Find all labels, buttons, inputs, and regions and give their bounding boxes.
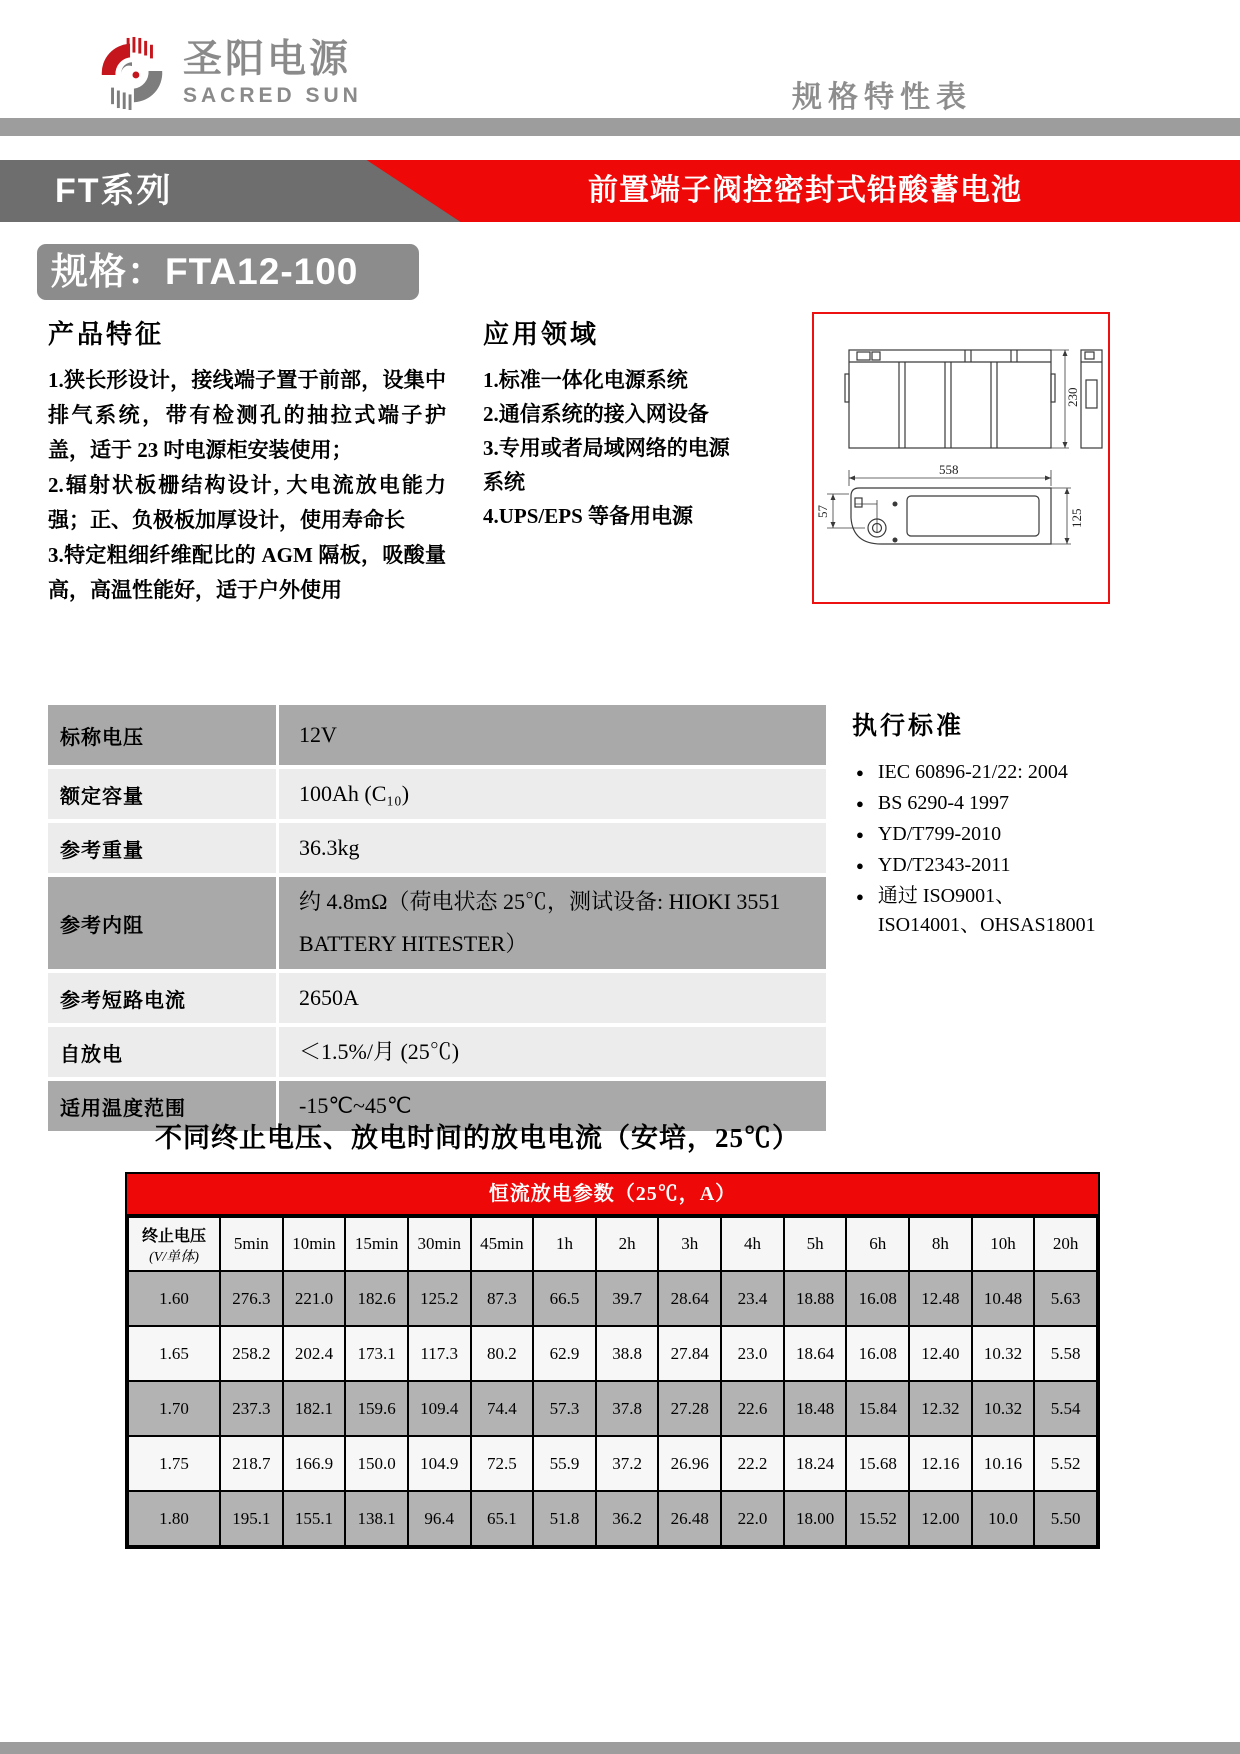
discharge-value-cell: 109.4 (408, 1381, 471, 1436)
discharge-value-cell: 18.88 (784, 1271, 847, 1326)
series-band (0, 160, 1240, 222)
discharge-voltage-cell: 1.75 (128, 1436, 220, 1491)
discharge-value-cell: 18.48 (784, 1381, 847, 1436)
discharge-value-cell: 166.9 (283, 1436, 346, 1491)
discharge-col-header: 3h (658, 1217, 721, 1271)
discharge-value-cell: 182.6 (345, 1271, 408, 1326)
discharge-value-cell: 37.2 (596, 1436, 659, 1491)
standards-item (856, 820, 1110, 849)
spec-label: 参考重量 (60, 839, 144, 862)
discharge-col-header: 2h (596, 1217, 659, 1271)
application-item: 4.UPS/EPS 等备用电源 (483, 504, 694, 528)
discharge-value-cell: 55.9 (533, 1436, 596, 1491)
discharge-value-cell: 39.7 (596, 1271, 659, 1326)
discharge-value-cell: 38.8 (596, 1326, 659, 1381)
bullet-icon: ● (856, 796, 864, 811)
standards-item (856, 882, 1110, 940)
discharge-value-cell: 80.2 (471, 1326, 534, 1381)
application-item: 2.通信系统的接入网设备 (483, 402, 709, 426)
discharge-value-cell: 5.50 (1034, 1491, 1097, 1546)
discharge-col-header: 30min (408, 1217, 471, 1271)
discharge-value-cell: 173.1 (345, 1326, 408, 1381)
discharge-value-cell: 26.96 (658, 1436, 721, 1491)
discharge-value-cell: 66.5 (533, 1271, 596, 1326)
discharge-col-header: 1h (533, 1217, 596, 1271)
standards-item-text: YD/T799-2010 (877, 823, 1002, 845)
discharge-col-header: 5h (784, 1217, 847, 1271)
discharge-value-cell: 12.16 (909, 1436, 972, 1491)
discharge-value-cell: 15.84 (846, 1381, 909, 1436)
discharge-value-cell: 18.00 (784, 1491, 847, 1546)
discharge-value-cell: 104.9 (408, 1436, 471, 1491)
discharge-value-cell: 36.2 (596, 1491, 659, 1546)
discharge-table (127, 1216, 1098, 1547)
discharge-value-cell: 182.1 (283, 1381, 346, 1436)
discharge-value-cell: 12.32 (909, 1381, 972, 1436)
discharge-row (128, 1271, 1097, 1326)
discharge-table-header: 恒流放电参数（25℃，A） (127, 1174, 1098, 1216)
discharge-value-cell: 27.84 (658, 1326, 721, 1381)
discharge-value-cell: 22.2 (721, 1436, 784, 1491)
spec-row (48, 769, 826, 819)
discharge-value-cell: 28.64 (658, 1271, 721, 1326)
feature-item: 2.辐射状板栅结构设计, 大电流放电能力强；正、负极板加厚设计，使用寿命长 (48, 473, 446, 532)
discharge-voltage-cell: 1.70 (128, 1381, 220, 1436)
discharge-col-header: 20h (1034, 1217, 1097, 1271)
battery-drawing-box (812, 312, 1110, 604)
discharge-col-header: 10h (972, 1217, 1035, 1271)
features-section (48, 314, 446, 608)
discharge-voltage-col-subtitle: (V/单体) (149, 1249, 199, 1265)
discharge-value-cell: 10.48 (972, 1271, 1035, 1326)
application-item: 1.标准一体化电源系统 (483, 368, 688, 392)
discharge-voltage-col-header: 终止电压 (V/单体) (128, 1217, 220, 1271)
discharge-col-header: 8h (909, 1217, 972, 1271)
spec-value: ＜1.5%/月 (25℃) (276, 1027, 826, 1077)
battery-drawing-svg (815, 316, 1107, 600)
discharge-value-cell: 62.9 (533, 1326, 596, 1381)
discharge-value-cell: 221.0 (283, 1271, 346, 1326)
standards-item (856, 851, 1110, 880)
discharge-value-cell: 10.16 (972, 1436, 1035, 1491)
standards-item-text: IEC 60896-21/22: 2004 (877, 761, 1068, 783)
discharge-col-header: 10min (283, 1217, 346, 1271)
discharge-value-cell: 27.28 (658, 1381, 721, 1436)
discharge-value-cell: 202.4 (283, 1326, 346, 1381)
spec-row (48, 705, 826, 765)
discharge-row (128, 1381, 1097, 1436)
spec-value: 12V (276, 705, 826, 765)
standards-title: 执行标准 (852, 713, 965, 740)
feature-item: 1.狭长形设计，接线端子置于前部，设集中排气系统，带有检测孔的抽拉式端子护盖，适于 23 吋电源柜安装使用； (48, 368, 446, 462)
discharge-value-cell: 5.63 (1034, 1271, 1097, 1326)
discharge-value-cell: 37.8 (596, 1381, 659, 1436)
sun-swirl-logo-icon (95, 36, 169, 110)
discharge-col-header: 5min (220, 1217, 283, 1271)
features-title: 产品特征 (48, 320, 165, 349)
discharge-value-cell: 23.0 (721, 1326, 784, 1381)
discharge-col-header: 45min (471, 1217, 534, 1271)
bullet-icon: ● (856, 827, 864, 842)
features-list (48, 363, 446, 608)
series-title: FT系列 (55, 172, 173, 210)
feature-item: 3.特定粗细纤维配比的 AGM 隔板，吸酸量高，高温性能好，适于户外使用 (48, 543, 446, 602)
spec-value: 约 4.8mΩ（荷电状态 25℃，测试设备: HIOKI 3551 BATTERY HITESTER） (276, 877, 826, 969)
discharge-header-row (128, 1217, 1097, 1271)
discharge-value-cell: 15.68 (846, 1436, 909, 1491)
logo-name-en: SACRED SUN (183, 84, 362, 107)
top-divider-bar (0, 118, 1240, 136)
discharge-value-cell: 22.0 (721, 1491, 784, 1546)
spec-label: 参考短路电流 (60, 989, 186, 1012)
spec-value: -15℃~45℃ (276, 1081, 826, 1131)
spec-table (48, 705, 826, 1135)
discharge-value-cell: 51.8 (533, 1491, 596, 1546)
discharge-value-cell: 218.7 (220, 1436, 283, 1491)
spec-row (48, 877, 826, 969)
discharge-value-cell: 23.4 (721, 1271, 784, 1326)
discharge-value-cell: 5.58 (1034, 1326, 1097, 1381)
spec-value: 2650A (276, 973, 826, 1023)
discharge-value-cell: 26.48 (658, 1491, 721, 1546)
discharge-value-cell: 5.52 (1034, 1436, 1097, 1491)
dim-depth-label: 125 (1069, 508, 1084, 528)
standards-list (856, 758, 1110, 940)
bullet-icon: ● (856, 765, 864, 780)
application-item: 3.专用或者局域网络的电源系统 (483, 436, 730, 494)
discharge-value-cell: 159.6 (345, 1381, 408, 1436)
dim-corner-label: 57 (815, 505, 830, 518)
discharge-value-cell: 18.24 (784, 1436, 847, 1491)
discharge-value-cell: 16.08 (846, 1326, 909, 1381)
discharge-value-cell: 18.64 (784, 1326, 847, 1381)
dim-height-label: 230 (1065, 387, 1080, 407)
spec-label: 标称电压 (60, 726, 144, 749)
discharge-value-cell: 150.0 (345, 1436, 408, 1491)
discharge-value-cell: 72.5 (471, 1436, 534, 1491)
discharge-row (128, 1491, 1097, 1546)
discharge-col-header: 15min (345, 1217, 408, 1271)
discharge-value-cell: 15.52 (846, 1491, 909, 1546)
standards-item-text: YD/T2343-2011 (877, 854, 1011, 876)
dim-length-label: 558 (939, 462, 959, 477)
applications-section (483, 314, 733, 533)
spec-label: 自放电 (60, 1043, 123, 1066)
spec-row (48, 973, 826, 1023)
standards-item (856, 758, 1110, 787)
model-title: 规格：FTA12-100 (37, 244, 419, 300)
discharge-col-header: 6h (846, 1217, 909, 1271)
discharge-value-cell: 74.4 (471, 1381, 534, 1436)
discharge-table-wrap (125, 1172, 1100, 1549)
discharge-value-cell: 10.32 (972, 1381, 1035, 1436)
spec-label: 额定容量 (60, 785, 144, 808)
discharge-value-cell: 258.2 (220, 1326, 283, 1381)
discharge-value-cell: 57.3 (533, 1381, 596, 1436)
applications-list (483, 363, 733, 533)
standards-item-text: 通过 ISO9001、ISO14001、OHSAS18001 (877, 885, 1096, 936)
doc-type-label: 规格特性表 (792, 81, 972, 114)
spec-value: 36.3kg (276, 823, 826, 873)
discharge-value-cell: 155.1 (283, 1491, 346, 1546)
brand-logo (95, 36, 362, 110)
discharge-value-cell: 22.6 (721, 1381, 784, 1436)
discharge-value-cell: 195.1 (220, 1491, 283, 1546)
logo-name-cn: 圣阳电源 (183, 38, 352, 81)
logo-text (183, 40, 362, 106)
bullet-icon: ● (856, 858, 864, 873)
discharge-value-cell: 5.54 (1034, 1381, 1097, 1436)
discharge-value-cell: 96.4 (408, 1491, 471, 1546)
spec-label: 适用温度范围 (60, 1097, 186, 1120)
standards-item-text: BS 6290-4 1997 (877, 792, 1009, 814)
applications-title: 应用领域 (483, 320, 600, 349)
bullet-icon: ● (856, 889, 864, 904)
discharge-value-cell: 16.08 (846, 1271, 909, 1326)
discharge-value-cell: 276.3 (220, 1271, 283, 1326)
discharge-value-cell: 117.3 (408, 1326, 471, 1381)
spec-label: 参考内阻 (60, 914, 144, 937)
discharge-col-header: 4h (721, 1217, 784, 1271)
spec-row (48, 823, 826, 873)
discharge-value-cell: 125.2 (408, 1271, 471, 1326)
footer-bar (0, 1742, 1240, 1754)
discharge-voltage-cell: 1.60 (128, 1271, 220, 1326)
standards-section (852, 706, 1110, 942)
discharge-row (128, 1326, 1097, 1381)
discharge-value-cell: 12.00 (909, 1491, 972, 1546)
standards-item (856, 789, 1110, 818)
discharge-value-cell: 87.3 (471, 1271, 534, 1326)
discharge-value-cell: 12.48 (909, 1271, 972, 1326)
discharge-value-cell: 10.32 (972, 1326, 1035, 1381)
discharge-value-cell: 138.1 (345, 1491, 408, 1546)
discharge-value-cell: 237.3 (220, 1381, 283, 1436)
discharge-voltage-cell: 1.65 (128, 1326, 220, 1381)
spec-value: 100Ah (C₁₀) (276, 769, 826, 819)
discharge-section-title: 不同终止电压、放电时间的放电电流（安培，25℃） (155, 1123, 800, 1153)
discharge-voltage-cell: 1.80 (128, 1491, 220, 1546)
discharge-value-cell: 65.1 (471, 1491, 534, 1546)
product-subtitle: 前置端子阀控密封式铅酸蓄电池 (588, 174, 1022, 207)
discharge-value-cell: 10.0 (972, 1491, 1035, 1546)
discharge-row (128, 1436, 1097, 1491)
spec-row (48, 1027, 826, 1077)
discharge-value-cell: 12.40 (909, 1326, 972, 1381)
